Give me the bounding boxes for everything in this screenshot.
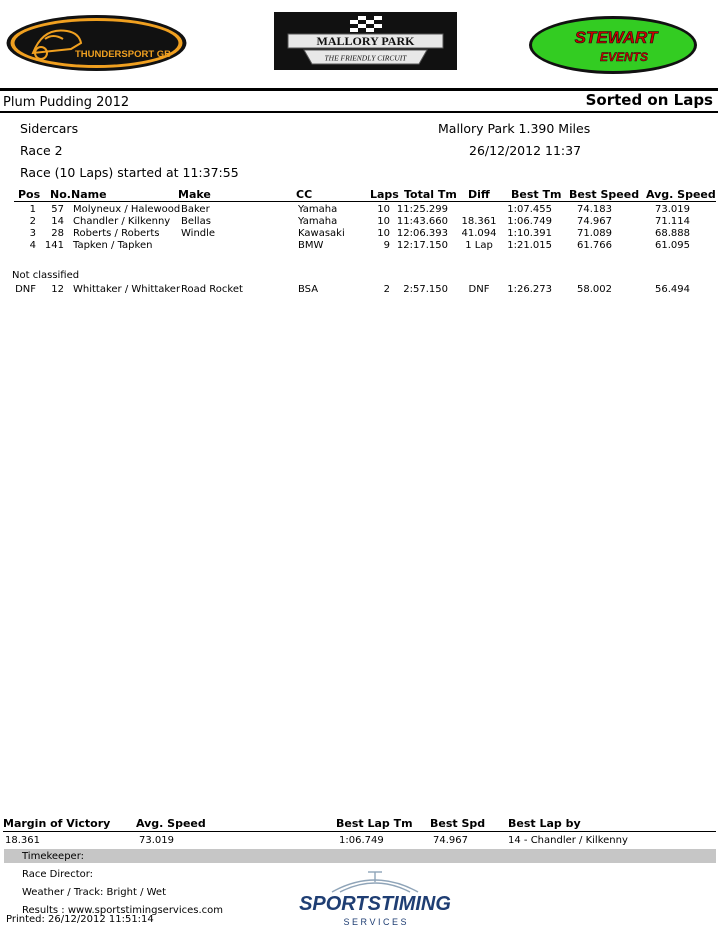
- cell-cc: Kawasaki: [298, 228, 345, 239]
- summary-label-best-lap-by: Best Lap by: [508, 817, 581, 830]
- cell-avg-speed: 71.114: [655, 216, 690, 227]
- checkered-flag-icon: [350, 16, 382, 32]
- cell-total: 12:17.150: [396, 240, 448, 251]
- cell-total: 12:06.393: [396, 228, 448, 239]
- cell-diff: 1 Lap: [465, 240, 493, 251]
- col-name: Name: [71, 188, 107, 201]
- officials-band: [4, 849, 716, 863]
- cell-laps: 2: [383, 284, 390, 295]
- cell-no: 12: [51, 284, 64, 295]
- results-header-rule: [14, 201, 716, 202]
- cell-avg-speed: 56.494: [655, 284, 690, 295]
- col-avg-speed: Avg. Speed: [646, 188, 716, 201]
- race-start: Race (10 Laps) started at 11:37:55: [20, 165, 239, 180]
- weather-track: Weather / Track: Bright / Wet: [22, 887, 167, 898]
- cell-best-tm: 1:10.391: [507, 228, 552, 239]
- cell-laps: 10: [377, 228, 390, 239]
- race-number: Race 2: [20, 143, 63, 158]
- cell-pos: DNF: [15, 284, 36, 295]
- race-class: Sidercars: [20, 121, 79, 136]
- col-best-speed: Best Speed: [569, 188, 640, 201]
- cell-pos: 1: [29, 204, 36, 215]
- col-best-time: Best Tm: [511, 188, 562, 201]
- summary-best-speed: 74.967: [433, 835, 468, 846]
- col-laps: Laps: [370, 188, 399, 201]
- cell-avg-speed: 61.095: [655, 240, 690, 251]
- mallory-park-logo-tagline: THE FRIENDLY CIRCUIT: [324, 53, 407, 63]
- summary-margin: 18.361: [5, 835, 40, 846]
- summary-best-lap: 1:06.749: [339, 835, 384, 846]
- cell-laps: 10: [377, 216, 390, 227]
- race-director: Race Director:: [22, 869, 94, 880]
- cell-best-speed: 61.766: [577, 240, 612, 251]
- cell-avg-speed: 73.019: [655, 204, 690, 215]
- timekeeper: Timekeeper:: [22, 851, 85, 862]
- results-url: Results : www.sportstimingservices.com: [22, 905, 224, 916]
- summary-rule: [3, 831, 716, 832]
- cell-diff: 18.361: [461, 216, 497, 227]
- cell-no: 28: [51, 228, 64, 239]
- cell-make: Windle: [181, 228, 216, 239]
- cell-name: Whittaker / Whittaker: [73, 284, 181, 295]
- cell-best-tm: 1:26.273: [507, 284, 552, 295]
- cell-no: 141: [44, 240, 64, 251]
- sports-timing-logo-title: SPORTSTIMING: [299, 893, 451, 915]
- stewart-events-logo: [528, 15, 698, 75]
- sort-label: Sorted on Laps: [585, 91, 713, 109]
- cell-cc: Yamaha: [298, 216, 338, 227]
- col-pos: Pos: [18, 188, 41, 201]
- cell-best-speed: 58.002: [577, 284, 612, 295]
- cell-no: 14: [51, 216, 64, 227]
- col-no: No.: [50, 188, 71, 201]
- stewart-logo-title: STEWART: [574, 28, 658, 47]
- col-total-time: Total Tm: [404, 188, 457, 201]
- cell-best-speed: 74.967: [577, 216, 612, 227]
- sports-timing-logo-subtitle: S E R V I C E S: [343, 917, 407, 927]
- cell-pos: 3: [29, 228, 36, 239]
- printed-timestamp: Printed: 26/12/2012 11:51:14: [6, 914, 154, 925]
- cell-make: Road Rocket: [181, 284, 243, 295]
- cell-best-speed: 71.089: [577, 228, 612, 239]
- summary-label-best-speed: Best Spd: [430, 817, 486, 830]
- cell-avg-speed: 68.888: [655, 228, 690, 239]
- cell-best-tm: 1:06.749: [507, 216, 552, 227]
- not-classified-label: Not classified: [12, 270, 80, 281]
- cell-name: Molyneux / Halewood: [73, 204, 181, 215]
- circuit-info: Mallory Park 1.390 Miles: [438, 121, 591, 136]
- cell-pos: 2: [29, 216, 36, 227]
- cell-make: Baker: [181, 204, 210, 215]
- cell-cc: Yamaha: [298, 204, 338, 215]
- cell-diff: DNF: [468, 284, 490, 295]
- summary-label-avg-speed: Avg. Speed: [136, 817, 206, 830]
- event-title: Plum Pudding 2012: [3, 95, 130, 110]
- summary-best-lap-by: 14 - Chandler / Kilkenny: [508, 835, 628, 846]
- cell-make: Bellas: [181, 216, 211, 227]
- cell-best-speed: 74.183: [577, 204, 612, 215]
- cell-cc: BSA: [298, 284, 319, 295]
- mallory-park-logo: [274, 12, 457, 70]
- cell-name: Tapken / Tapken: [73, 240, 153, 251]
- cell-best-tm: 1:21.015: [507, 240, 552, 251]
- thundersport-logo: [5, 13, 188, 73]
- stewart-logo-subtitle: EVENTS: [599, 50, 649, 64]
- col-diff: Diff: [468, 188, 490, 201]
- col-make: Make: [178, 188, 211, 201]
- cell-total: 11:43.660: [396, 216, 448, 227]
- cell-cc: BMW: [298, 240, 324, 251]
- cell-total: 11:25.299: [396, 204, 448, 215]
- header-rule-bottom: [0, 111, 718, 113]
- thundersport-logo-text: THUNDERSPORT GB: [74, 49, 172, 60]
- col-cc: CC: [296, 188, 313, 201]
- summary-avg-speed: 73.019: [139, 835, 174, 846]
- cell-no: 57: [51, 204, 64, 215]
- race-datetime: 26/12/2012 11:37: [469, 143, 582, 158]
- cell-name: Roberts / Roberts: [73, 228, 160, 239]
- mallory-park-logo-title: MALLORY PARK: [316, 34, 415, 48]
- sports-timing-logo: [270, 870, 480, 928]
- cell-laps: 9: [383, 240, 390, 251]
- stopwatch-icon: [332, 872, 418, 892]
- cell-total: 2:57.150: [403, 284, 448, 295]
- summary-label-best-lap: Best Lap Tm: [336, 817, 413, 830]
- cell-laps: 10: [377, 204, 390, 215]
- summary-label-margin: Margin of Victory: [3, 817, 111, 830]
- cell-diff: 41.094: [461, 228, 497, 239]
- cell-best-tm: 1:07.455: [507, 204, 552, 215]
- cell-name: Chandler / Kilkenny: [73, 216, 171, 227]
- cell-pos: 4: [29, 240, 36, 251]
